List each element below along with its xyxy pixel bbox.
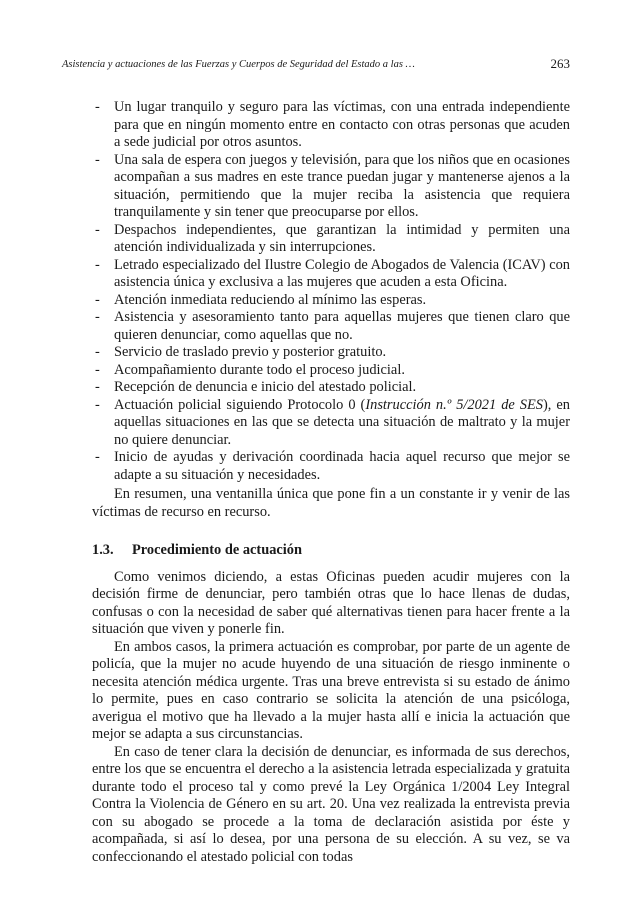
bullet-item <box>92 397 570 450</box>
bullet-item: - Inicio de ayudas y derivación coordinada hacia aquel recurso que mejor se adapte a su situación y necesidades. <box>92 449 570 484</box>
bullet-item: - Despachos independientes, que garantizan la intimidad y permiten una atención individualizada y sin interrupciones. <box>92 222 570 257</box>
bullet-item: - Un lugar tranquilo y seguro para las víctimas, con una entrada independiente para que en ningún momento entre en contacto con otras personas que acuden a sede judicial por otros asuntos. <box>92 99 570 152</box>
bullet-item: - Acompañamiento durante todo el proceso judicial. <box>92 362 570 380</box>
page-body <box>92 99 570 866</box>
body-paragraph: En caso de tener clara la decisión de denunciar, es informada de sus derechos, entre los que se encuentra el derecho a la asistencia letrada especializada y gratuita durante todo el proceso tal y como prevé la Ley Orgánica 1/2004 Ley Integral Contra la Violencia de Género en su art. 20. Una vez realizada la entrevista previa con su abogado se procede a la toma de declaración asistida por éste y acompañada, si así lo desea, por una persona de su elección. A su vez, se va confeccionando el atestado policial con todas <box>92 743 570 865</box>
services-bullet-list <box>92 99 570 484</box>
section-number: 1.3. <box>92 542 114 558</box>
running-header <box>62 56 570 76</box>
bullet-item: - Asistencia y asesoramiento tanto para aquellas mujeres que tienen claro que quieren denunciar, como aquellas que no. <box>92 309 570 344</box>
bullet-item: - Una sala de espera con juegos y televisión, para que los niños que en ocasiones acompañan a sus madres en este trance puedan jugar y mantenerse ajenos a la situación, permitiendo que la mujer reciba la asistencia que requiera tranquilamente y sin tener que preocuparse por ellos. <box>92 152 570 222</box>
body-paragraph: Como venimos diciendo, a estas Oficinas pueden acudir mujeres con la decisión firme de denunciar, pero también otras que lo hace llenas de dudas, confusas o con la necesidad de saber qué alternativas tienen para hacer frente a la situación que viven y ponerle fin. <box>92 568 570 637</box>
bullet-item: - Recepción de denuncia e inicio del atestado policial. <box>92 379 570 397</box>
section-heading <box>92 542 570 560</box>
instruction-citation: Instrucción n.º 5/2021 de SES <box>365 396 543 413</box>
bullet-item: - Atención inmediata reduciendo al mínimo las esperas. <box>92 292 570 310</box>
body-paragraph: En ambos casos, la primera actuación es comprobar, por parte de un agente de policía, que la mujer no acude huyendo de una situación de riesgo inminente o necesita atención médica urgente. Tras una breve entrevista si su estado de ánimo lo permite, pues en caso contrario se solicita la atención de una psicóloga, averigua el motivo que ha llevado a la mujer hasta allí e inicia la actuación que mejor se adapta a sus circunstancias. <box>92 638 570 742</box>
running-header-title: Asistencia y actuaciones de las Fuerzas y Cuerpos de Seguridad del Estado a las … <box>62 59 415 70</box>
summary-paragraph: En resumen, una ventanilla única que pone fin a un constante ir y venir de las víctimas de recurso en recurso. <box>92 486 570 520</box>
bullet-text-before: Actuación policial siguiendo Protocolo 0 ( <box>114 396 366 413</box>
bullet-item: - Letrado especializado del Ilustre Colegio de Abogados de Valencia (ICAV) con asistencia única y exclusiva a las mujeres que acuden a esta Oficina. <box>92 257 570 292</box>
bullet-item: - Servicio de traslado previo y posterior gratuito. <box>92 344 570 362</box>
page-number: 263 <box>550 56 570 71</box>
bullet-text-after: ), en aquellas situaciones en las que se detecta una situación de maltrato y la mujer no quiere denunciar. <box>114 396 570 448</box>
section-title: Procedimiento de actuación <box>132 542 302 558</box>
